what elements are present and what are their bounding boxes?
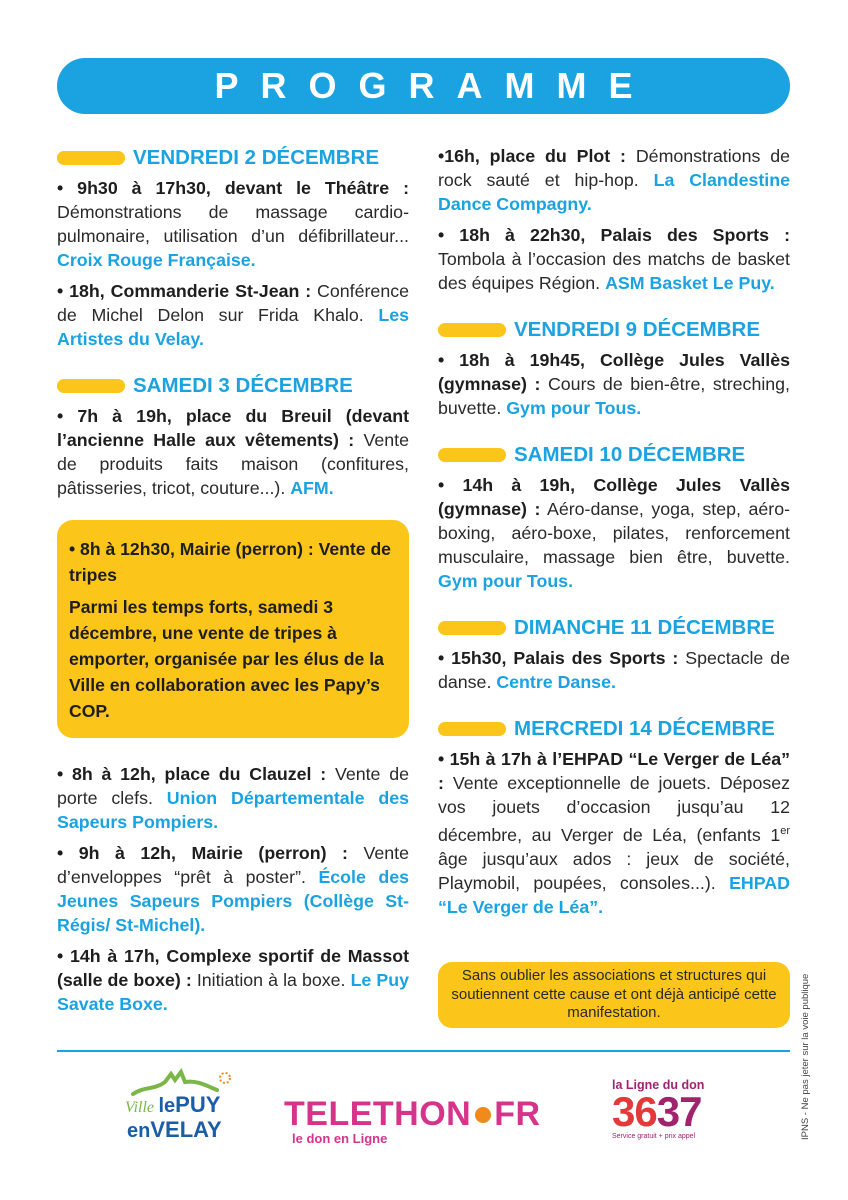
event-time-place: • 14h à 17h, Complexe sportif de Massot (salle de boxe) : [57,946,409,990]
event-description: Démonstrations de massage cardio-pulmonaire, utilisation d’un défibrillateur... [57,202,409,246]
logo-subtitle: Service gratuit + prix appel [612,1133,696,1140]
programme-banner: PROGRAMME [57,58,790,114]
highlight-box [57,520,409,738]
event-item [438,646,790,694]
logo-text: FR [494,1095,541,1133]
day-header [438,715,790,743]
event-organizer: École des Jeunes Sapeurs Pompiers (Collège St-Régis/ St-Michel). [57,867,409,935]
yellow-pill-icon [57,151,125,165]
ville-le-puy-logo [125,1068,245,1148]
event-item [57,944,409,1016]
event-organizer: Gym pour Tous. [506,398,642,418]
yellow-pill-icon [57,379,125,393]
day-header [57,372,409,400]
event-description: Vente de produits faits maison (confitures, pâtisseries, tricot, couture...). [57,430,409,498]
event-item [57,279,409,351]
event-organizer: Le Puy Savate Boxe. [57,970,409,1014]
event-description: Vente exceptionnelle de jouets. Déposez vos jouets d’occasion jusqu’au 12 décembre, au Verger de Léa, (enfants 1 [438,773,790,845]
day-title: MERCREDI 14 DÉCEMBRE [514,717,775,740]
event-time-place: • 8h à 12h, place du Clauzel : [57,764,327,784]
day-title: SAMEDI 10 DÉCEMBRE [514,443,746,466]
logo-text: Ville [125,1099,155,1116]
event-time-place: •16h, place du Plot : [438,146,626,166]
event-item [57,841,409,937]
event-organizer: EHPAD “Le Verger de Léa”. [438,872,790,917]
yellow-pill-icon [438,448,506,462]
left-column [57,144,409,1023]
superscript: er [780,825,790,837]
event-organizer: Les Artistes du Velay. [57,305,409,349]
day-header [438,316,790,344]
ligne-du-don-logo [612,1078,722,1148]
logo-text: la Ligne du don [612,1078,705,1092]
event-organizer: AFM. [290,478,334,498]
event-time-place: • 14h à 19h, Collège Jules Vallès (gymnase) : [438,475,790,519]
event-organizer: La Clandestine Dance Compagny. [438,170,790,214]
event-item [438,223,790,295]
logo-number: 36 [612,1088,657,1135]
event-item [57,176,409,272]
day-title: VENDREDI 2 DÉCEMBRE [133,146,380,169]
event-description: Vente de porte clefs. [57,764,409,808]
right-column [438,144,790,926]
event-description: Tombola à l’occasion des matchs de basket des équipes Région. [438,249,790,293]
event-organizer: Union Départementale des Sapeurs Pompiers. [57,788,409,832]
logo-subtitle: le don en Ligne [292,1131,388,1146]
day-title: VENDREDI 9 DÉCEMBRE [514,318,761,341]
event-item [57,404,409,500]
event-organizer: Gym pour Tous. [438,571,574,591]
event-item [57,762,409,834]
day-title: DIMANCHE 11 DÉCEMBRE [514,616,775,639]
event-time-place: • 18h, Commanderie St-Jean : [57,281,312,301]
event-item [438,747,790,919]
event-time-place: • 7h à 19h, place du Breuil (devant l’ancienne Halle aux vêtements) : [57,406,409,450]
event-description: Aéro-danse, yoga, step, aéro-boxing, aéro-boxe, pilates, renforcement musculaire, massage bien être, buvette. [438,499,790,567]
event-description: Vente d’enveloppes “prêt à poster”. [57,843,409,887]
orange-dot-icon [475,1107,491,1123]
note-box: Sans oublier les associations et structures qui soutiennent cette cause et ont déjà anticipé cette manifestation. [438,962,790,1028]
logo-text: en [127,1120,151,1142]
event-item [438,473,790,593]
event-item [438,348,790,420]
day-header [438,614,790,642]
event-item [438,144,790,216]
side-legal-text: IPNS - Ne pas jeter sur la voie publique [800,973,811,1140]
yellow-pill-icon [438,722,506,736]
event-time-place: • 9h30 à 17h30, devant le Théâtre : [57,178,409,198]
event-time-place: • 15h à 17h à l’EHPAD “Le Verger de Léa” : [438,749,790,793]
event-organizer: ASM Basket Le Puy. [605,273,775,293]
telethon-logo [284,1096,574,1146]
event-description: Spectacle de danse. [438,648,790,692]
event-organizer: Croix Rouge Française. [57,250,256,270]
day-title: SAMEDI 3 DÉCEMBRE [133,374,353,397]
event-description: âge jusqu’aux ados : jeux de société, Playmobil, poupées, consoles...). [438,848,790,893]
logo-number: 37 [656,1088,702,1135]
logo-text: le [158,1095,176,1117]
yellow-pill-icon [438,621,506,635]
event-description: Démonstrations de rock sauté et hip-hop. [438,146,790,190]
event-organizer: Centre Danse. [496,672,616,692]
event-description: Cours de bien-être, streching, buvette. [438,374,790,418]
yellow-pill-icon [438,323,506,337]
event-time-place: • 9h à 12h, Mairie (perron) : [57,843,348,863]
day-header [438,441,790,469]
logo-text: PUY [175,1092,221,1117]
event-time-place: • 18h à 19h45, Collège Jules Vallès (gymnase) : [438,350,790,394]
highlight-title: • 8h à 12h30, Mairie (perron) : Vente de tripes [69,539,391,585]
logo-text: VELAY [150,1117,222,1142]
event-description: Conférence de Michel Delon sur Frida Khalo. [57,281,409,325]
highlight-text: Parmi les temps forts, samedi 3 décembre, une vente de tripes à emporter, organisée par les élus de la Ville en collaboration avec les Papy’s COP. [69,597,384,721]
divider-line [57,1050,790,1052]
event-time-place: • 18h à 22h30, Palais des Sports : [438,225,790,245]
day-header [57,144,409,172]
event-time-place: • 15h30, Palais des Sports : [438,648,679,668]
logo-text: TELETHON [284,1095,472,1133]
event-description: Initiation à la boxe. [191,970,351,990]
